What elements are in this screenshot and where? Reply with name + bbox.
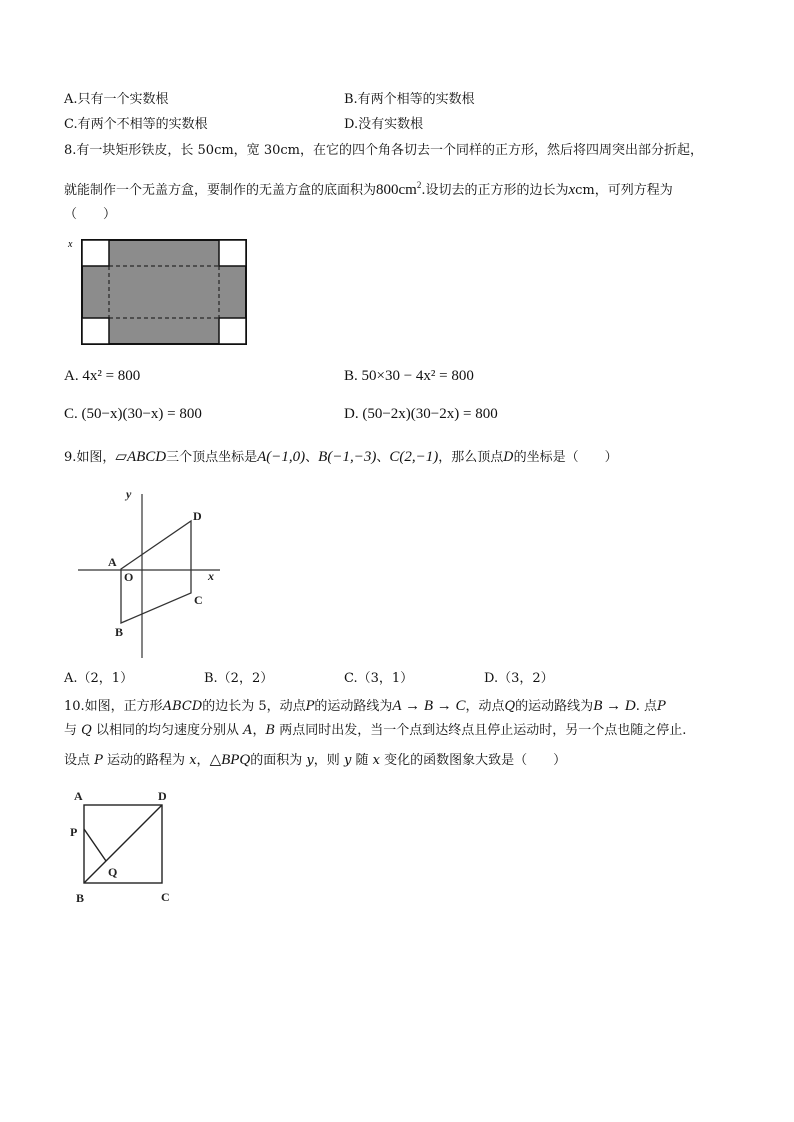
- q8-answer-paren: （ ）: [64, 207, 117, 222]
- q9-label-y: y: [126, 487, 132, 501]
- q7-option-d: D.没有实数根: [344, 117, 424, 132]
- q8-corner-square: [82, 240, 109, 266]
- q8-stem-line1: 8.有一块矩形铁皮，长 50cm，宽 30cm，在它的四个角各切去一个同样的正方形，然后将四周突出部分折起，: [64, 143, 703, 158]
- q8-fig-label-x: x: [68, 239, 73, 250]
- q10-label-a: A: [74, 789, 83, 803]
- q7-option-c: C.有两个不相等的实数根: [64, 117, 208, 132]
- q9-label-o: O: [124, 570, 134, 584]
- q10-label-c: C: [161, 890, 170, 904]
- q10-stem-line3: 设点 P 运动的路程为 x，△BPQ的面积为 y，则 y 随 x 变化的函数图象大致是（ ）: [64, 752, 567, 768]
- q8-option-c: C. (50−x)(30−x) = 800: [64, 406, 202, 422]
- q9-coordinate-figure: [74, 484, 224, 660]
- q9-option-c: C.（3，1）: [344, 671, 414, 686]
- q10-label-q: Q: [108, 865, 118, 879]
- q10-stem-line2: 与 Q 以相同的均匀速度分别从 A，B 两点同时出发，当一个点到达终点且停止运动时，另一个点也随之停止.: [64, 723, 687, 738]
- q8-option-d: D. (50−2x)(30−2x) = 800: [344, 406, 498, 422]
- q8-sheet-figure: [66, 234, 250, 348]
- q9-label-d: D: [193, 509, 202, 523]
- q8-option-b: B. 50×30 − 4x² = 800: [344, 368, 474, 384]
- q9-label-x: x: [208, 569, 214, 583]
- q8-option-a: A. 4x² = 800: [64, 368, 141, 384]
- q10-segment-pq: [84, 829, 106, 861]
- q9-label-b: B: [115, 625, 124, 639]
- q8-corner-square: [82, 318, 109, 344]
- q7-option-b: B.有两个相等的实数根: [344, 92, 475, 107]
- q10-square-figure: [68, 786, 184, 908]
- q10-label-p: P: [70, 825, 78, 839]
- q9-label-c: C: [194, 593, 203, 607]
- q9-option-d: D.（3，2）: [484, 671, 554, 686]
- q9-option-b: B.（2，2）: [204, 671, 274, 686]
- q10-diagonal-bd: [84, 805, 162, 883]
- q8-shaded-sides: [82, 266, 246, 318]
- q9-label-a: A: [108, 555, 117, 569]
- q8-corner-square: [219, 318, 246, 344]
- q10-label-d: D: [158, 789, 167, 803]
- q10-stem-line1: 10.如图，正方形ABCD的边长为 5，动点P的运动路线为A → B → C，动点Q的运动路线为B → D. 点P: [64, 698, 666, 714]
- q9-option-a: A.（2，1）: [64, 671, 134, 686]
- q8-stem-line2: 就能制作一个无盖方盒，要制作的无盖方盒的底面积为$800cm^2$.设切去的正方形的边长为xcm，可列方程为: [64, 180, 673, 198]
- q9-stem: 9.如图，▱ABCD三个顶点坐标是A(−1,0)、B(−1,−3)、C(2,−1)，那么顶点D的坐标是（ ）: [64, 449, 618, 465]
- q10-label-b: B: [76, 891, 85, 905]
- q7-option-a: A.只有一个实数根: [64, 92, 169, 107]
- q8-corner-square: [219, 240, 246, 266]
- q8-area: 800cm: [376, 182, 417, 198]
